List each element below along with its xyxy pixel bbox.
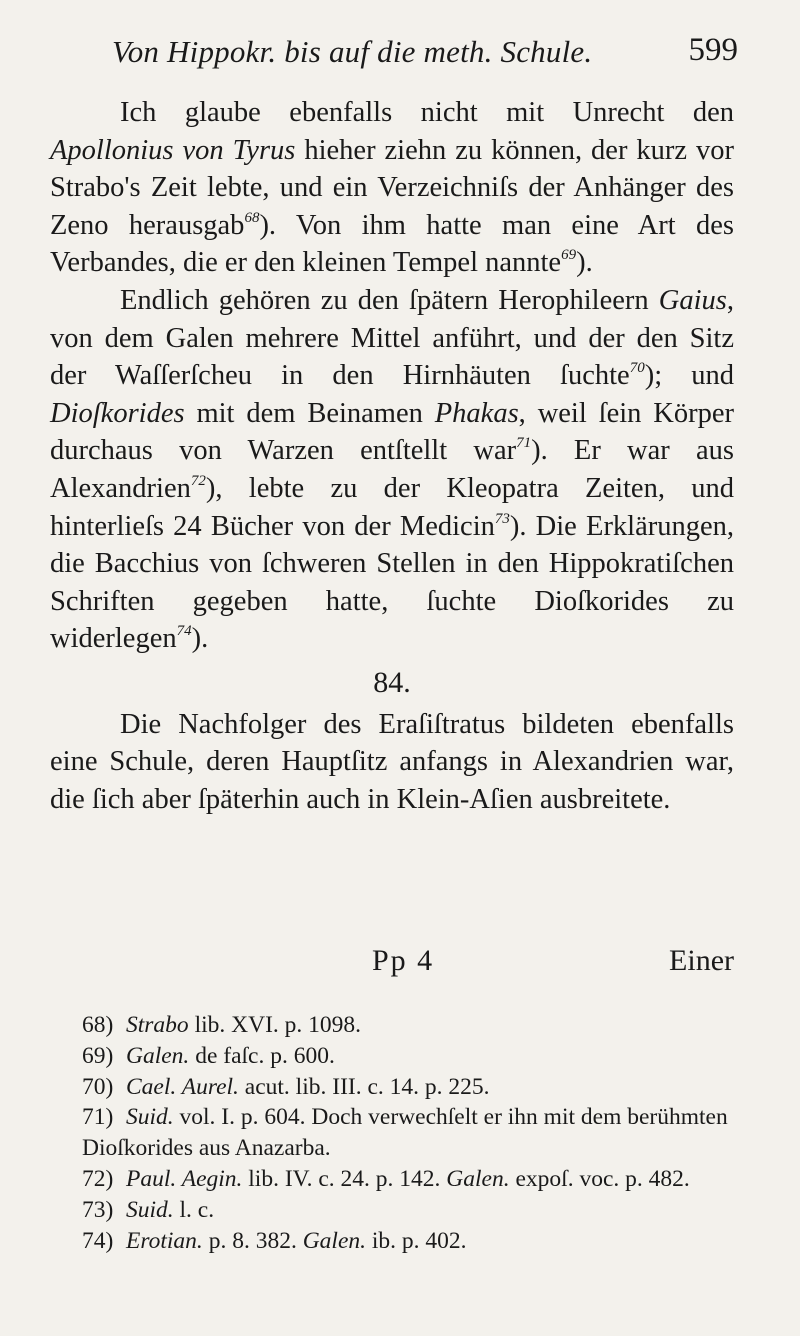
signature-mark: Pp 4: [372, 944, 435, 977]
footnote-number: 72): [82, 1165, 114, 1192]
text-run: l. c.: [173, 1196, 215, 1223]
footnote-number: 70): [82, 1073, 114, 1100]
footnote-number: 74): [82, 1227, 114, 1254]
footnote: [82, 1164, 736, 1195]
text-run: ib. p. 402.: [366, 1227, 467, 1254]
footnote-number: 71): [82, 1104, 114, 1131]
text-run: Ich glaube ebenfalls nicht mit Unrecht den: [120, 97, 734, 128]
text-run: ). Von ihm hatte man eine Art des Verbandes, die er den kleinen Tempel nannte: [50, 209, 734, 279]
italic-name: Suid.: [126, 1196, 174, 1223]
footnote-number: 69): [82, 1042, 114, 1069]
italic-name: Gaius: [658, 284, 727, 316]
footnote-reference: 70: [629, 360, 645, 377]
text-run: ). Die Erklärungen, die Bacchius von ſchweren Stellen in den Hippokratiſchen Schriften gegeben hatte, ſuchte Dioſkorides zu widerlegen: [50, 510, 735, 655]
section-number: 84.: [373, 665, 411, 699]
text-run: de faſc. p. 600.: [189, 1042, 335, 1069]
footnote-reference: 69: [561, 247, 577, 264]
footnote-reference: 71: [516, 435, 532, 452]
main-text: [50, 94, 734, 818]
italic-name: Galen.: [446, 1165, 510, 1192]
catchword: Einer: [669, 944, 734, 977]
text-run: vol. I. p. 604. Doch verwechſelt er ihn mit dem berühmten Dioſkorides aus Anazarba.: [82, 1104, 728, 1162]
footnote-reference: 73: [494, 510, 510, 527]
signature-line: [50, 944, 734, 984]
text-run: expoſ. voc. p. 482.: [509, 1165, 690, 1192]
text-run: Die Nachfolger des Eraſiſtratus bildeten ebenfalls eine Schule, deren Hauptſitz anfangs in Alexandrien war, die ſich aber ſpäterhin auch in Klein-Aſien ausbreitete.: [50, 708, 734, 815]
italic-name: Galen.: [302, 1227, 366, 1254]
italic-name: Cael. Aurel.: [126, 1073, 239, 1100]
text-run: hieher ziehn zu können, der kurz vor Strabo's Zeit lebte, und ein Verzeichniſs der Anhänger des Zeno herausgab: [50, 134, 734, 241]
paragraph-herophileans: [50, 282, 734, 658]
text-run: acut. lib. III. c. 14. p. 225.: [238, 1073, 490, 1100]
text-run: lib. IV. c. 24. p. 142.: [242, 1165, 447, 1192]
text-run: ). Er war aus Alexandrien: [50, 435, 734, 504]
footnote-reference: 74: [176, 623, 192, 640]
italic-name: Paul. Aegin.: [126, 1165, 243, 1192]
italic-name: Phakas: [434, 397, 519, 429]
text-run: ); und: [644, 360, 735, 392]
page-number: 599: [688, 32, 738, 68]
text-run: , von dem Galen mehrere Mittel anführt, und der den Sitz der Waſſerſcheu in den Hirnhäuten ſuchte: [50, 284, 734, 392]
footnote: [82, 1041, 736, 1072]
footnote-number: 73): [82, 1196, 114, 1223]
text-run: , weil ſein Körper durchaus von Warzen entſtellt war: [50, 397, 734, 467]
text-run: mit dem Beinamen: [184, 397, 435, 429]
italic-name: Suid.: [126, 1104, 174, 1131]
footnote: [82, 1195, 736, 1226]
page-header: [112, 30, 738, 86]
text-run: lib. XVI. p. 1098.: [188, 1012, 362, 1038]
footnote: [82, 1010, 736, 1041]
italic-name: Dioſkorides: [50, 397, 185, 429]
footnote: [82, 1102, 736, 1164]
text-run: Endlich gehören zu den ſpätern Herophileern: [120, 284, 659, 316]
footnote: [82, 1072, 736, 1103]
text-run: ).: [191, 623, 209, 655]
text-run: p. 8. 382.: [202, 1227, 303, 1254]
footnote: [82, 1226, 736, 1257]
text-run: ), lebte zu der Kleopatra Zeiten, und hinterlieſs 24 Bücher von der Medicin: [50, 472, 734, 542]
footnote-reference: 68: [244, 209, 260, 226]
paragraph-erasistratus: [50, 706, 734, 819]
italic-name: Erotian.: [126, 1227, 203, 1254]
footnote-reference: 72: [190, 472, 206, 489]
text-run: ).: [576, 247, 593, 279]
running-head: Von Hippokr. bis auf die meth. Schule.: [112, 34, 593, 69]
footnote-number: 68): [82, 1012, 114, 1038]
italic-name: Galen.: [126, 1042, 190, 1069]
italic-name: Apollonius von Tyrus: [50, 134, 296, 166]
footnotes: [82, 1010, 736, 1256]
italic-name: Strabo: [126, 1012, 189, 1038]
paragraph-apollonius: [50, 94, 734, 282]
